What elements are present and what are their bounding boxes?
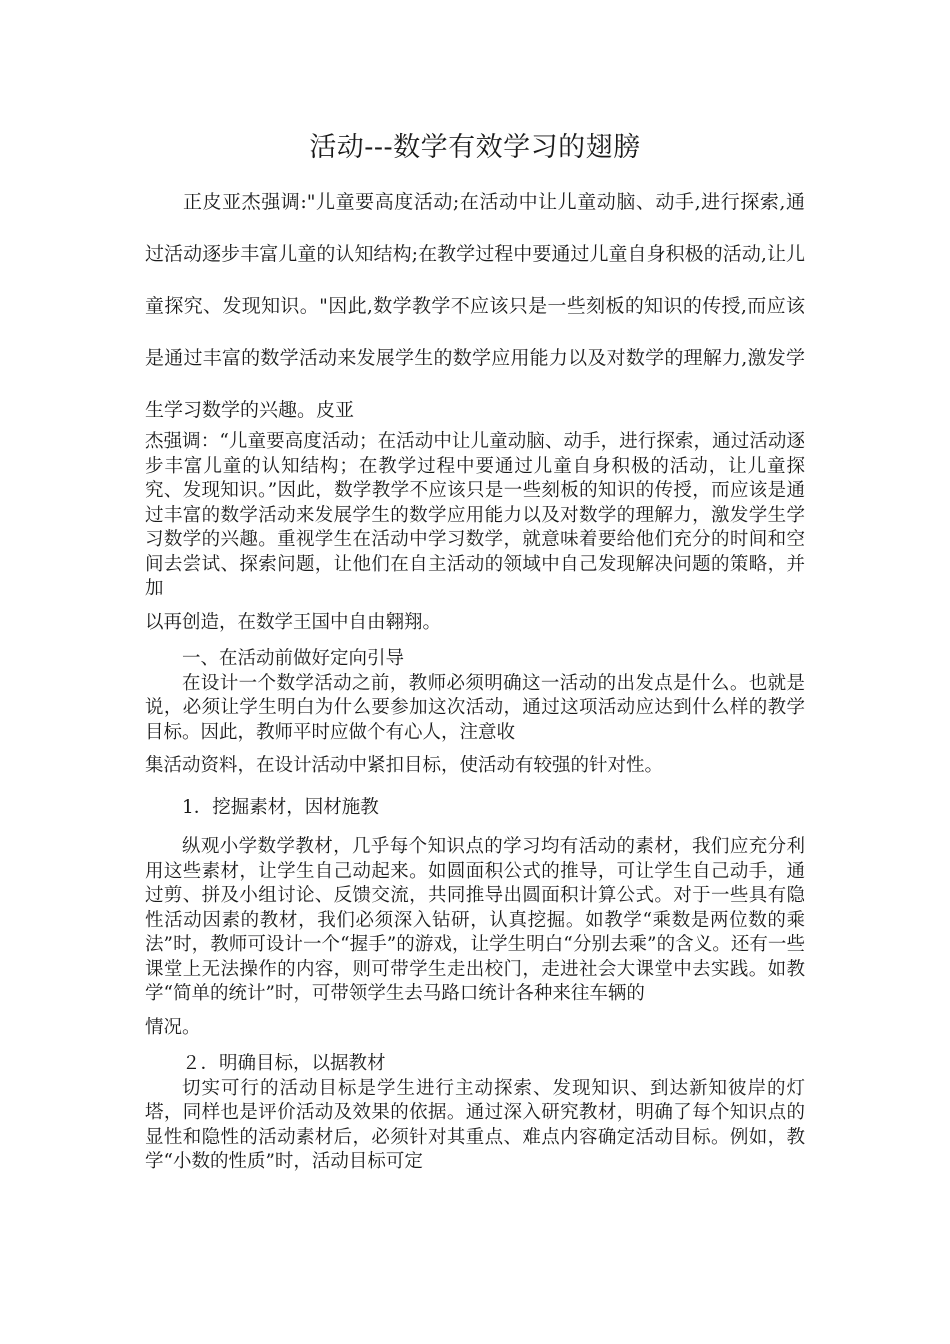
- document-body: [145, 128, 805, 1175]
- paragraph-8: 切实可行的活动目标是学生进行主动探索、发现知识、到达新知彼岸的灯塔，同样也是评价活动及效果的依据。通过深入研究教材，明确了每个知识点的显性和隐性的活动素材后，必须针对其重点、难点内容确定活动目标。例如，教学“小数的性质”时，活动目标可定: [145, 1077, 805, 1172]
- paragraph-6: 纵观小学数学教材，几乎每个知识点的学习均有活动的素材，我们应充分利用这些素材，让学生自己动起来。如圆面积公式的推导，可让学生自己动手，通过剪、拼及小组讨论、反馈交流，共同推导出圆面积计算公式。对于一些具有隐性活动因素的教材，我们必须深入钻研，认真挖掘。如教学“乘数是两位数的乘法”时，教师可设计一个“握手”的游戏，让学生明白“分别去乘”的含义。还有一些课堂上无法操作的内容，则可带学生走出校门，走进社会大课堂中去实践。如教学“简单的统计”时，可带领学生去马路口统计各种来往车辆的: [145, 836, 805, 1004]
- paragraph-7: 情况。: [145, 1016, 201, 1038]
- paragraph-5: 集活动资料，在设计活动中紧扣目标，使活动有较强的针对性。: [145, 755, 664, 776]
- subheading-2: ２．明确目标，以据教材: [182, 1052, 386, 1074]
- paragraph-2: 杰强调：“儿童要高度活动；在活动中让儿童动脑、动手，进行探索，通过活动逐步丰富儿童的认知结构；在教学过程中要通过儿童自身积极的活动，让儿童探究、发现知识。”因此，数学教学不应该只是一些刻板的知识的传授，而应该是通过丰富的数学活动来发展学生的数学应用能力以及对数学的理解力，激发学生学习数学的兴趣。重视学生在活动中学习数学，就意味着要给他们充分的时间和空间去尝试、探索问题，让他们在自主活动的领域中自己发现解决问题的策略，并加: [145, 431, 805, 599]
- document-title: 活动---数学有效学习的翅膀: [309, 132, 641, 163]
- paragraph-4: 在设计一个数学活动之前，教师必须明确这一活动的出发点是什么。也就是说，必须让学生明白为什么要参加这次活动，通过这项活动应达到什么样的教学目标。因此，教师平时应做个有心人，注意收: [145, 672, 805, 743]
- paragraph-3: 以再创造，在数学王国中自由翱翔。: [145, 611, 442, 633]
- section-heading-1: 一、在活动前做好定向引导: [182, 647, 405, 669]
- paragraph-1: 正皮亚杰强调:"儿童要高度活动;在活动中让儿童动脑、动手,进行探索,通过活动逐步丰富儿童的认知结构;在教学过程中要通过儿童自身积极的活动,让儿童探究、发现知识。"因此,数学教学不应该只是一些刻板的知识的传授,而应该是通过丰富的数学活动来发展学生的数学应用能力以及对数学的理解力,激发学生学习数学的兴趣。皮亚: [145, 191, 805, 421]
- subheading-1: 1．挖掘素材，因材施教: [182, 797, 379, 818]
